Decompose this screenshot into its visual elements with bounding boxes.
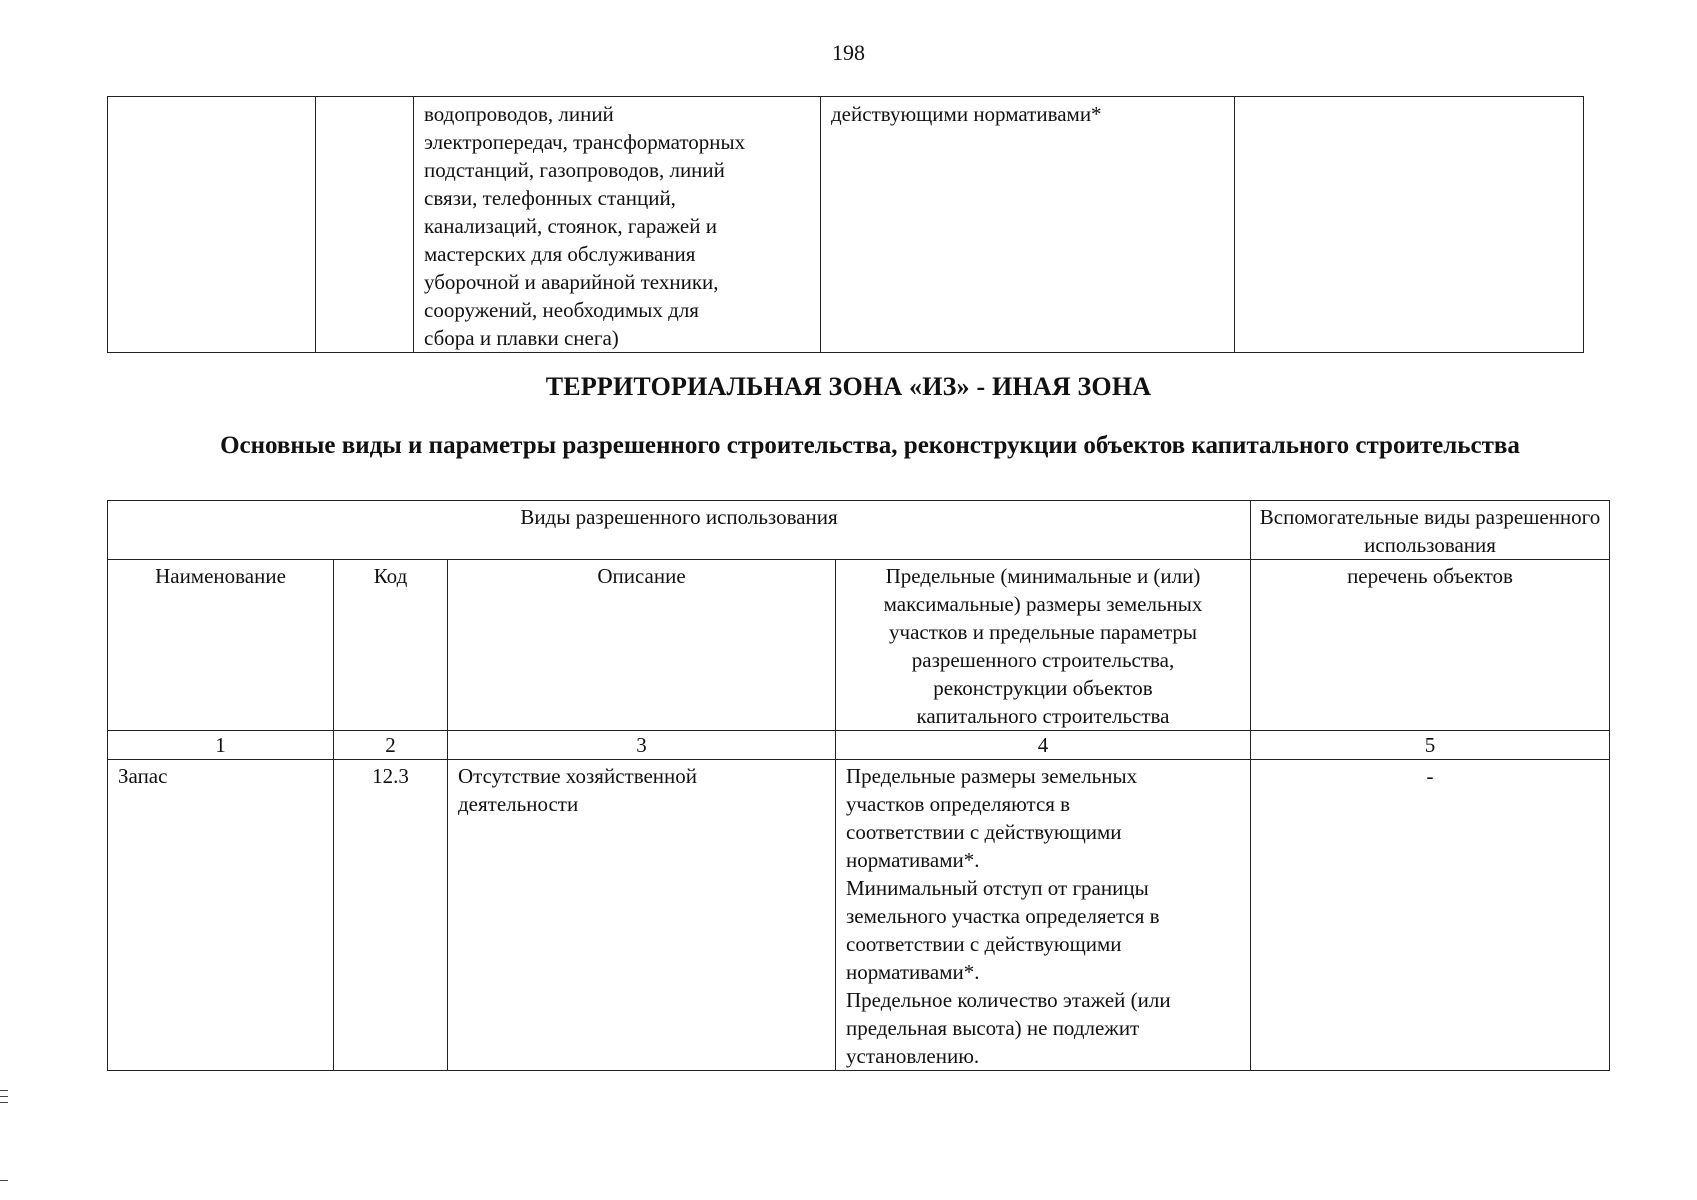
row-description: Отсутствие хозяйственной деятельности: [448, 760, 836, 1071]
group-header-auxiliary: Вспомогательные виды разрешенного использования: [1251, 501, 1610, 560]
column-number: 2: [334, 731, 448, 760]
continuation-code-cell: [316, 97, 414, 353]
column-header-objects: перечень объектов: [1251, 560, 1610, 731]
row-limits: Предельные размеры земельных участков определяются в соответствии с действующими нормативами*. Минимальный отступ от границы земельного участка определяется в соответствии с действующими нормативами*. Предельное количество этажей (или предельная высота) не подлежит установлению.: [836, 760, 1251, 1071]
table-row: [108, 731, 1610, 760]
scan-edge-mark: [0, 1096, 8, 1097]
row-name: Запас: [108, 760, 334, 1071]
column-number: 5: [1251, 731, 1610, 760]
scan-edge-mark: [0, 1102, 8, 1103]
table-row: [108, 760, 1610, 1071]
table-row: [108, 501, 1610, 560]
column-header-description: Описание: [448, 560, 836, 731]
column-number: 4: [836, 731, 1251, 760]
scan-edge-mark: [0, 1090, 8, 1091]
zone-title: ТЕРРИТОРИАЛЬНАЯ ЗОНА «ИЗ» - ИНАЯ ЗОНА: [545, 372, 1152, 401]
column-header-limits: Предельные (минимальные и (или) максимальные) размеры земельных участков и предельные параметры разрешенного строительства, реконструкции объектов капитального строительства: [836, 560, 1251, 731]
column-header-code: Код: [334, 560, 448, 731]
scan-edge-mark: [0, 1180, 8, 1181]
row-code: 12.3: [334, 760, 448, 1071]
continuation-description-cell: водопроводов, линий электропередач, трансформаторных подстанций, газопроводов, линий связи, телефонных станций, канализаций, стоянок, гаражей и мастерских для обслуживания уборочной и аварийной техники, сооружений, необходимых для сбора и плавки снега): [414, 97, 821, 353]
row-objects: -: [1251, 760, 1610, 1071]
continuation-table: [107, 96, 1584, 353]
column-number: 3: [448, 731, 836, 760]
page-number: 198: [832, 40, 865, 65]
column-number: 1: [108, 731, 334, 760]
continuation-name-cell: [108, 97, 316, 353]
continuation-objects-cell: [1235, 97, 1584, 353]
permitted-use-table: [107, 500, 1610, 1071]
table-row: [108, 97, 1584, 353]
continuation-parameters-cell: действующими нормативами*: [821, 97, 1235, 353]
group-header-permitted: Виды разрешенного использования: [108, 501, 1251, 560]
column-header-name: Наименование: [108, 560, 334, 731]
section-title: Основные виды и параметры разрешенного строительства, реконструкции объектов капитального строительства: [220, 432, 1520, 459]
table-row: [108, 560, 1610, 731]
